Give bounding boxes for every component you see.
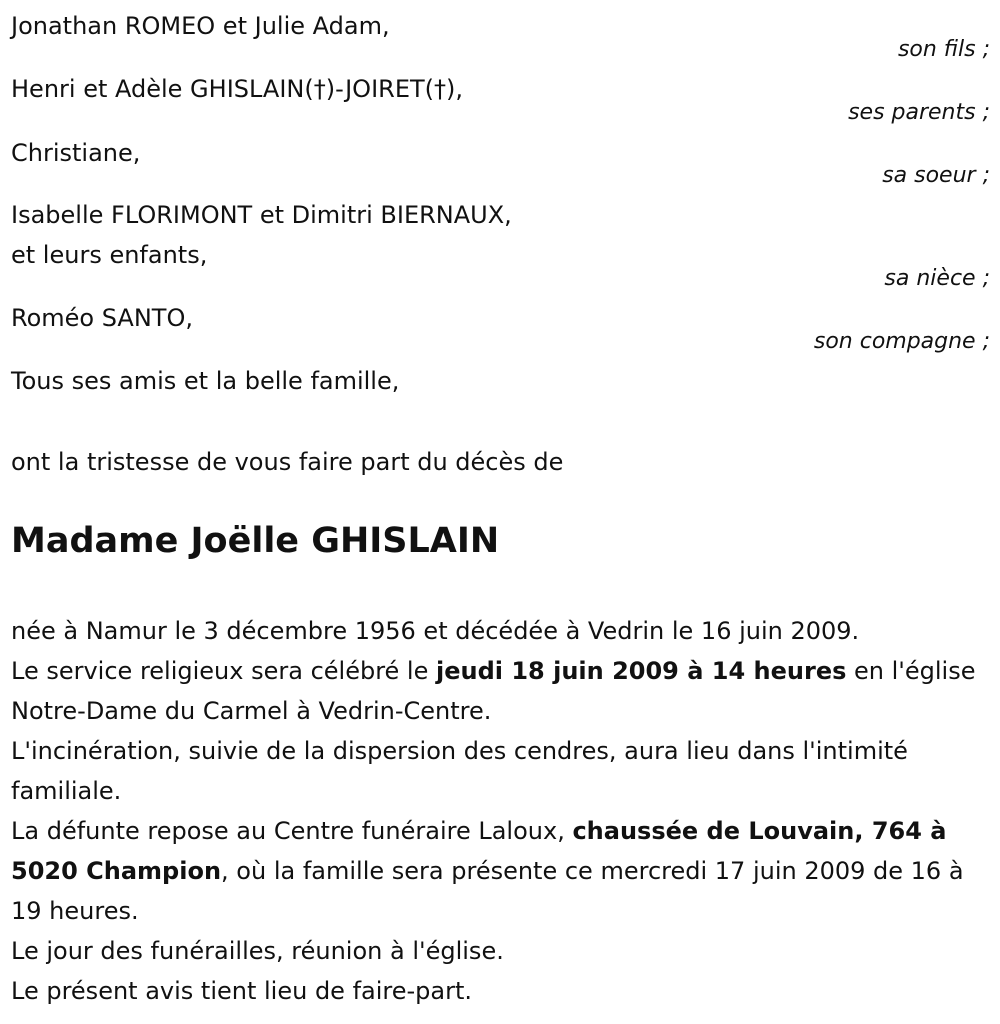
family-names: et leurs enfants, [11, 241, 208, 269]
family-relation: son fils ; [897, 37, 990, 62]
details-block [11, 611, 991, 1011]
family-names: Henri et Adèle GHISLAIN(†)-JOIRET(†), [11, 75, 464, 103]
family-names: Isabelle FLORIMONT et Dimitri BIERNAUX, [11, 201, 512, 229]
notice-text: Le présent avis tient lieu de faire-part. [11, 977, 473, 1005]
family-names: Tous ses amis et la belle famille, [11, 367, 400, 395]
incineration-text: L'incinération, suivie de la dispersion des cendres, aura lieu dans l'intimité familiale. [11, 737, 908, 805]
repose-text: La défunte repose au Centre funéraire Laloux, chaussée de Louvain, 764 à 5020 Champion, où la famille sera présente ce mercredi 17 juin 2009 de 16 à 19 heures. [11, 817, 964, 925]
family-relation: ses parents ; [848, 100, 990, 125]
birth-death-text: née à Namur le 3 décembre 1956 et décédée à Vedrin le 16 juin 2009. [11, 617, 860, 645]
family-names: Christiane, [11, 139, 141, 167]
service-text: Le service religieux sera célébré le jeudi 18 juin 2009 à 14 heures en l'église Notre-Dame du Carmel à Vedrin-Centre. [11, 657, 976, 725]
service-datetime: jeudi 18 juin 2009 à 14 heures [436, 657, 847, 685]
deceased-name: Madame Joëlle GHISLAIN [11, 521, 500, 561]
family-relation: son compagne ; [813, 329, 990, 354]
repose-address: chaussée de Louvain, 764 à 5020 Champion [11, 817, 947, 885]
family-names: Roméo SANTO, [11, 304, 193, 332]
funeral-day-text: Le jour des funérailles, réunion à l'église. [11, 937, 504, 965]
family-names: Jonathan ROMEO et Julie Adam, [11, 12, 390, 40]
family-relation: sa nièce ; [884, 266, 990, 291]
family-relation: sa soeur ; [882, 163, 990, 188]
announcement-text: ont la tristesse de vous faire part du décès de [11, 448, 564, 476]
